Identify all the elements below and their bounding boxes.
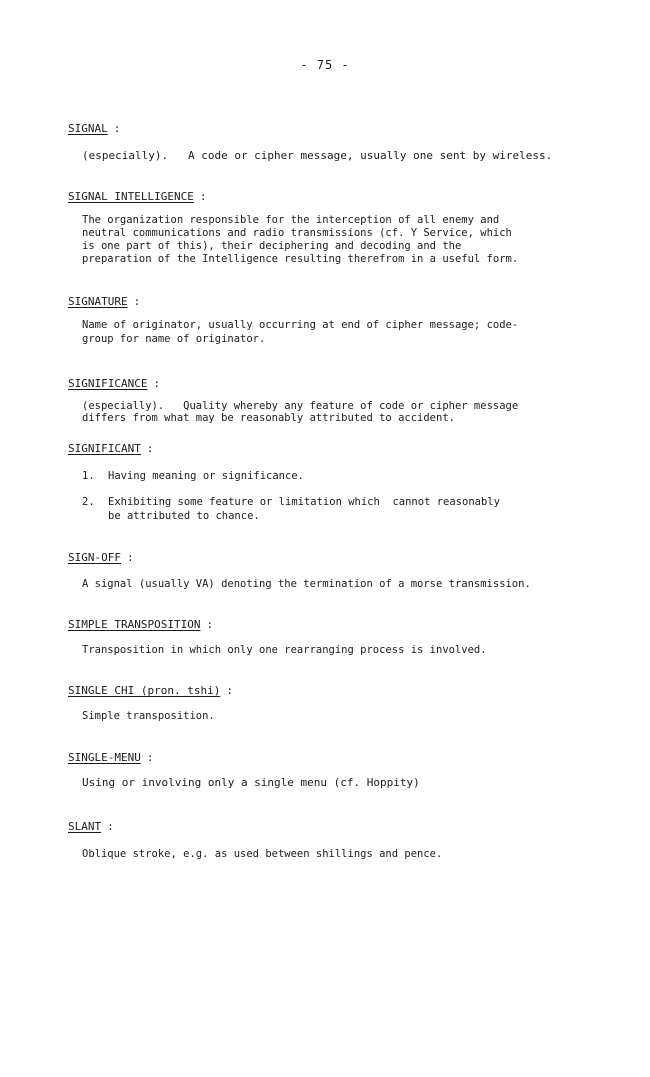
entry-colon: : [113, 122, 121, 135]
entry-term: SINGLE CHI (pron. tshi) [68, 684, 221, 697]
entry-term: SIGNAL INTELLIGENCE [68, 190, 194, 203]
glossary-entry-single-chi [68, 679, 588, 723]
entry-definition: A signal (usually VA) denoting the termination of a morse transmission. [82, 578, 531, 590]
entry-term: SIGNAL [68, 122, 108, 135]
glossary-entry-simple-transposition [68, 613, 588, 657]
numbered-item [82, 469, 588, 483]
glossary-entry-sign-off [68, 546, 588, 591]
glossary-entry-signal [68, 117, 588, 163]
numbered-item [82, 495, 588, 523]
entry-definition: Oblique stroke, e.g. as used between shillings and pence. [82, 848, 443, 860]
entry-colon: : [146, 751, 154, 764]
glossary-entry-significance [68, 372, 588, 424]
entry-term: SIGNATURE [68, 295, 128, 308]
entry-definition: (especially). Quality whereby any feature of code or cipher message differs from what may be reasonably attributed to accident. [82, 400, 519, 424]
item-number: 1. [82, 470, 95, 482]
item-text: Having meaning or significance. [108, 470, 304, 482]
entry-colon: : [153, 377, 161, 390]
entry-definition: Transposition in which only one rearranging process is involved. [82, 644, 487, 656]
item-text: Exhibiting some feature or limitation which cannot reasonably be attributed to chance. [108, 496, 500, 522]
glossary-entry-significant [68, 437, 588, 523]
entry-definition: Simple transposition. [82, 710, 215, 722]
page-number: - 75 - [300, 58, 350, 72]
entry-definition: Name of originator, usually occurring at end of cipher message; code- group for name of originator. [82, 319, 519, 345]
entry-colon: : [226, 684, 233, 697]
glossary-entry-slant [68, 815, 588, 861]
entry-term: SIGN-OFF [68, 551, 121, 564]
item-number: 2. [82, 496, 95, 508]
entry-colon: : [199, 190, 207, 203]
glossary-entry-signal-intelligence [68, 185, 588, 266]
entry-definition: Using or involving only a single menu (cf. Hoppity) [82, 776, 420, 789]
entry-colon: : [133, 295, 141, 308]
entry-term: SIMPLE TRANSPOSITION [68, 618, 201, 631]
entry-term: SINGLE-MENU [68, 751, 141, 764]
entry-term: SIGNIFICANCE [68, 377, 148, 390]
glossary-entry-single-menu [68, 746, 588, 790]
glossary-entry-signature [68, 290, 588, 346]
entry-colon: : [206, 618, 214, 631]
entry-colon: : [107, 820, 114, 833]
entry-definition: The organization responsible for the interception of all enemy and neutral communications and radio transmissions (cf. Y Service, which is one part of this), their deciphering and decoding and the preparation of the Intelligence resulting therefrom in a useful form. [82, 214, 519, 265]
entry-colon: : [126, 551, 134, 564]
entry-definition: (especially). A code or cipher message, usually one sent by wireless. [82, 149, 553, 162]
entry-colon: : [146, 442, 154, 455]
entry-term: SLANT [68, 820, 102, 833]
entry-term: SIGNIFICANT [68, 442, 141, 455]
